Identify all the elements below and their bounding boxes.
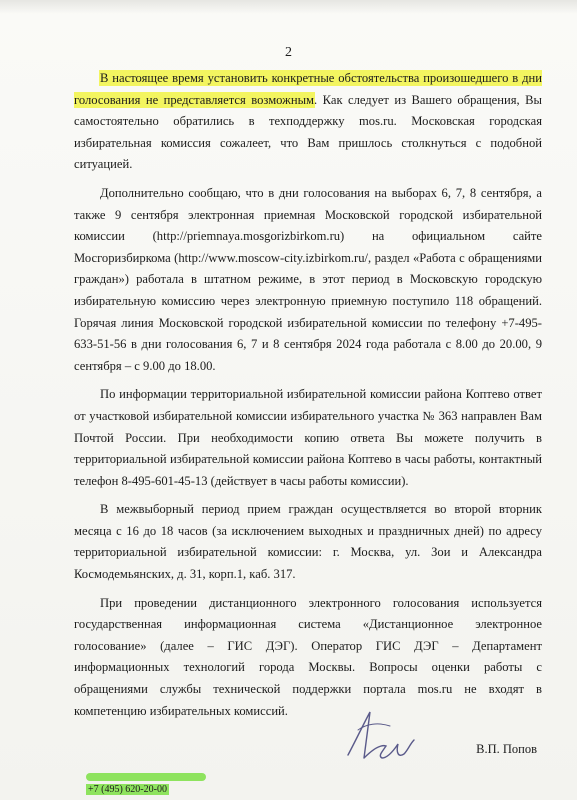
page-number: 2 [285,45,292,60]
paragraph-1-rest: . Как следует из Вашего обращения, Вы самостоятельно обратились в техподдержку mos.ru. Московская городская избирательная комиссия сожалеет, что Вам пришлось столкнуться с подобной ситуацией. [74,92,542,172]
handwritten-signature [338,700,428,770]
previous-page-bleed [0,0,577,14]
executor-phone: +7 (495) 620-20-00 [88,784,167,795]
executor-footer [86,770,206,796]
signer-name: В.П. Попов [476,742,537,756]
highlighted-sentence: В настоящее время установить конкретные обстоятельства произошедшего в дни голосования не представляется возможным [74,71,542,107]
letter-body [74,68,542,729]
paragraph-5: При проведении дистанционного электронного голосования используется государственная информационная система «Дистанционное электронное голосование» (далее – ГИС ДЭГ). Оператор ГИС ДЭГ – Департамент информационных технологий города Москвы. Вопросы оценки работы с обращениями службы технической поддержки портала mos.ru не входят в компетенцию избирательных комиссий. [74,595,542,718]
paragraph-3: По информации территориальной избирательной комиссии района Коптево ответ от участковой избирательной комиссии избирательного участка № 363 направлен Вам Почтой России. При необходимости копию ответа Вы можете получить в территориальной избирательной комиссии района Коптево в часы работы, контактный телефон 8-495-601-45-13 (действует в часы работы комиссии). [74,387,542,488]
paragraph-1 [74,68,542,176]
redacted-executor-name [86,773,206,781]
paragraph-2: Дополнительно сообщаю, что в дни голосования на выборах 6, 7, 8 сентября, а также 9 сентября электронная приемная Московской городской избирательной комиссии (http://priemnaya.mosgorizbirkom.ru) на официальном сайте Мосгоризбиркома (http://www.moscow-city.izbirkom.ru/, раздел «Работа с обращениями граждан») работала в штатном режиме, в этот период в Московскую городскую избирательную комиссию через электронную приемную поступило 118 обращений. Горячая линия Московской городской избирательной комиссии по телефону +7-495-633-51-56 в дни голосования 6, 7 и 8 сентября 2024 года работала с 8.00 до 20.00, 9 сентября – с 9.00 до 18.00. [74,185,542,373]
paragraph-4: В межвыборный период прием граждан осуществляется во второй вторник месяца с 16 до 18 часов (за исключением выходных и праздничных дней) по адресу территориальной избирательной комиссии: г. Москва, ул. Зои и Александра Космодемьянских, д. 31, корп.1, каб. 317. [74,502,542,582]
